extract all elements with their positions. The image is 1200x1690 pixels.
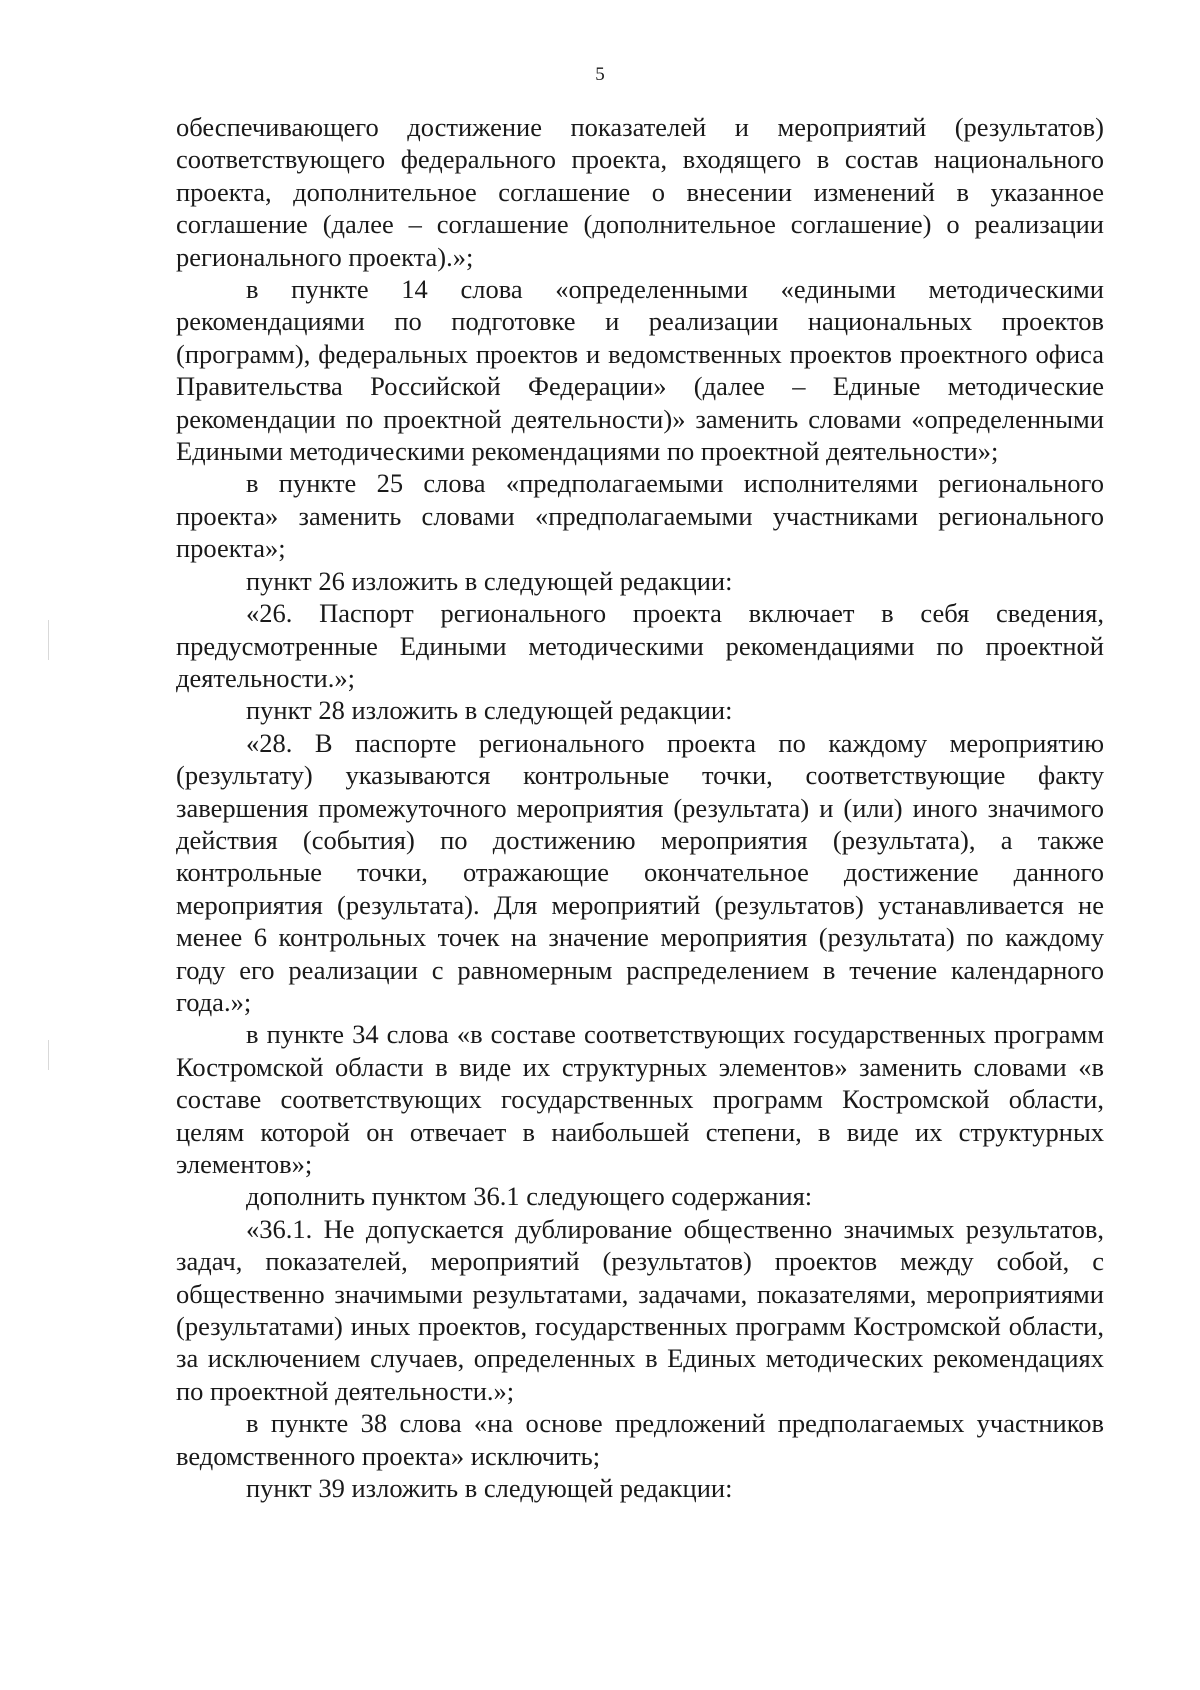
paragraph: пункт 28 изложить в следующей редакции:: [246, 695, 733, 726]
page-number: 5: [595, 64, 605, 85]
paragraph: обеспечивающего достижение показателей и мероприятий (результатов) соответствующего федерального проекта, входящего в состав национального проекта, дополнительное соглашение о внесении изменений в указанное соглашение (далее – соглашение (дополнительное соглашение) о реализации регионального проекта).»;: [176, 112, 1104, 272]
paragraph: «36.1. Не допускается дублирование общественно значимых результатов, задач, показателей, мероприятий (результатов) проектов между собой, с общественно значимыми результатами, задачами, показателями, мероприятиями (результатами) иных проектов, государственных программ Костромской области, за исключением случаев, определенных в Единых методических рекомендациях по проектной деятельности.»;: [176, 1213, 1104, 1406]
paragraph: в пункте 34 слова «в составе соответствующих государственных программ Костромской области в виде их структурных элементов» заменить словами «в составе соответствующих государственных программ Костромской области, целям которой он отвечает в наибольшей степени, в виде их структурных элементов»;: [176, 1019, 1104, 1179]
paragraph: «26. Паспорт регионального проекта включает в себя сведения, предусмотренные Едиными методическими рекомендациями по проектной деятельности.»;: [176, 598, 1104, 693]
scan-edge-mark: [48, 620, 49, 660]
scan-edge-mark: [48, 1040, 49, 1070]
paragraph: в пункте 25 слова «предполагаемыми исполнителями регионального проекта» заменить словами «предполагаемыми участниками регионального проекта»;: [176, 468, 1104, 564]
paragraph: в пункте 14 слова «определенными «едиными методическими рекомендациями по подготовке и реализации национальных проектов (программ), федеральных проектов и ведомственных проектов проектного офиса Правительства Российской Федерации» (далее – Единые методические рекомендации по проектной деятельности)» заменить словами «определенными Едиными методическими рекомендациями по проектной деятельности»;: [176, 274, 1104, 467]
paragraph: пункт 39 изложить в следующей редакции:: [246, 1473, 733, 1504]
document-body: [176, 111, 1104, 1504]
paragraph: «28. В паспорте регионального проекта по каждому мероприятию (результату) указываются контрольные точки, соответствующие факту завершения промежуточного мероприятия (результата) и (или) иного значимого действия (события) по достижению мероприятия (результата), а также контрольные точки, отражающие окончательное достижение данного мероприятия (результата). Для мероприятий (результатов) устанавливается не менее 6 контрольных точек на значение мероприятия (результата) по каждому году его реализации с равномерным распределением в течение календарного года.»;: [176, 727, 1104, 1017]
paragraph: дополнить пунктом 36.1 следующего содержания:: [246, 1181, 813, 1212]
paragraph: пункт 26 изложить в следующей редакции:: [246, 565, 733, 596]
paragraph: в пункте 38 слова «на основе предложений предполагаемых участников ведомственного проекта» исключить;: [176, 1408, 1104, 1471]
